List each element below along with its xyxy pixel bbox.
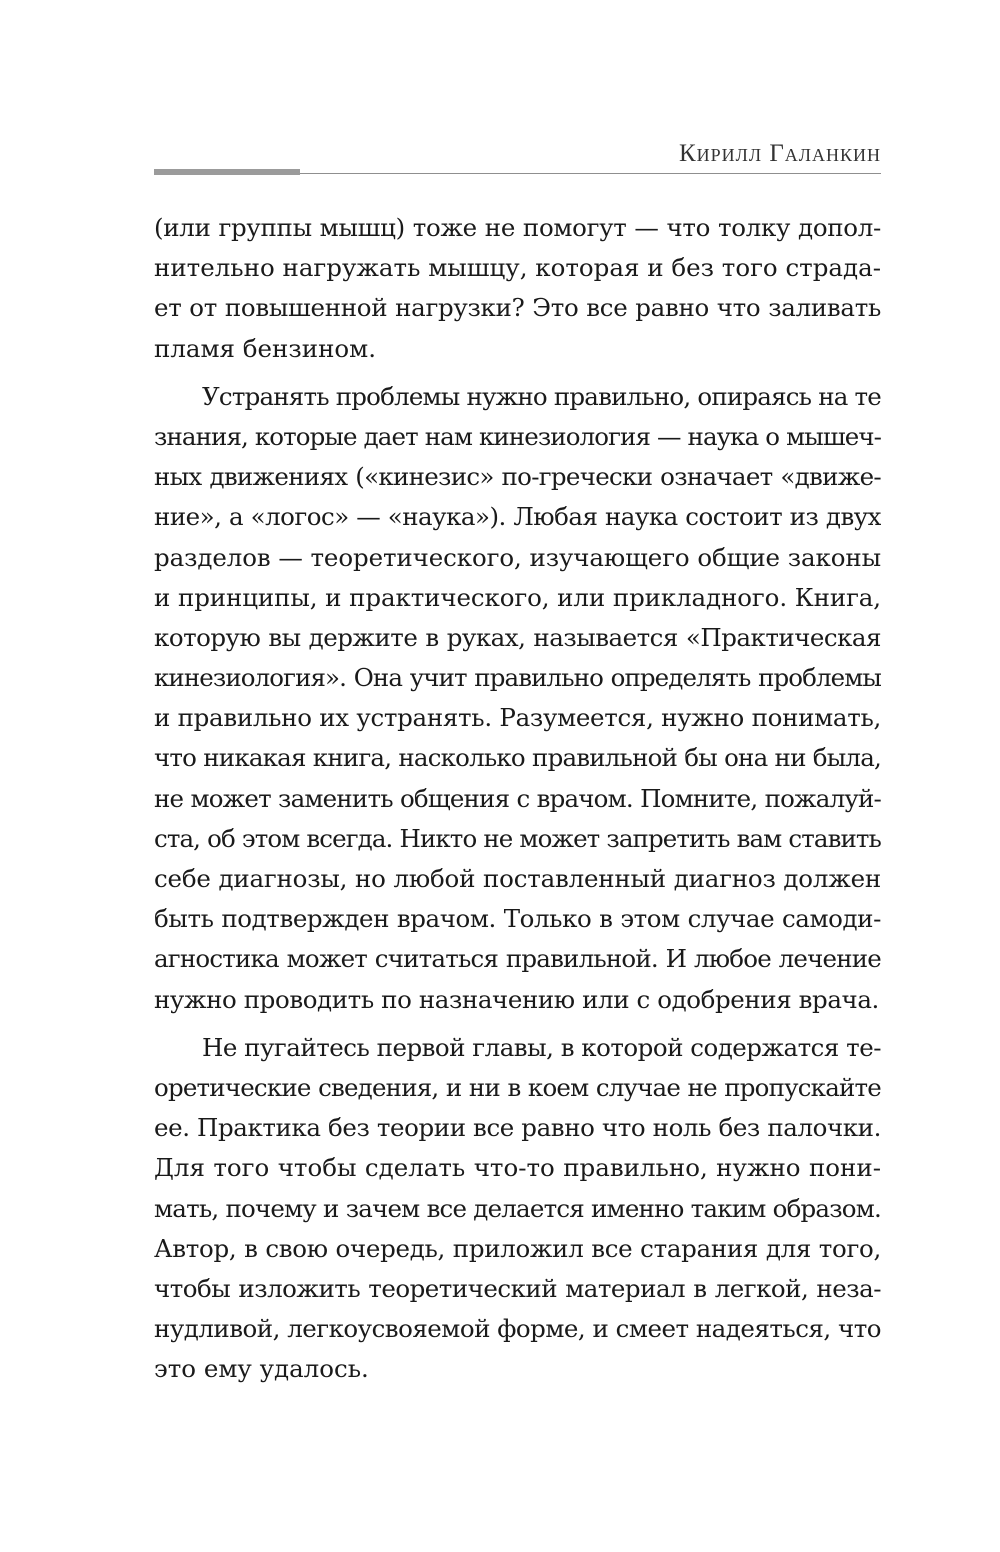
running-head xyxy=(154,134,881,178)
text-line: что никакая книга, насколько правильной бы она ни была, xyxy=(154,743,881,773)
text-line: ных движениях («кинезис» по-гречески означает «движе- xyxy=(154,462,881,492)
header-rule-accent xyxy=(154,169,300,175)
text-line: чтобы изложить теоретический материал в легкой, неза- xyxy=(154,1273,881,1303)
text-line: ста, об этом всегда. Никто не может запретить вам ставить xyxy=(154,823,881,853)
paragraph xyxy=(154,377,881,1020)
text-line: Автор, в свою очередь, приложил все старания для того, xyxy=(154,1233,881,1263)
text-line: нужно проводить по назначению или с одобрения врача. xyxy=(154,984,879,1014)
text-line: (или группы мышц) тоже не помогут — что толку допол- xyxy=(154,213,881,242)
text-line: не может заменить общения с врачом. Помните, пожалуй- xyxy=(154,783,881,813)
text-line: Для того чтобы сделать что-то правильно, нужно пони- xyxy=(154,1153,881,1183)
text-line: знания, которые дает нам кинезиология — наука о мышеч- xyxy=(154,421,881,451)
text-line: ее. Практика без теории все равно что ноль без палочки. xyxy=(154,1113,881,1143)
paragraph xyxy=(154,1028,881,1390)
text-line: Не пугайтесь первой главы, в которой содержатся те- xyxy=(202,1032,881,1062)
text-line: нудливой, легкоусвояемой форме, и смеет надеяться, что xyxy=(154,1314,881,1344)
text-line: разделов — теоретического, изучающего общие законы xyxy=(154,542,881,572)
text-line: агностика может считаться правильной. И любое лечение xyxy=(154,944,881,974)
text-line: Устранять проблемы нужно правильно, опираясь на те xyxy=(202,381,881,411)
running-head-author: Кирилл Галанкин xyxy=(678,140,881,167)
text-line: ет от повышенной нагрузки? Это все равно что заливать xyxy=(154,293,881,323)
text-line: ние», а «логос» — «наука»). Любая наука состоит из двух xyxy=(154,502,881,532)
text-line: себе диагнозы, но любой поставленный диагноз должен xyxy=(154,864,881,893)
text-line: пламя бензином. xyxy=(154,333,376,363)
text-line: это ему удалось. xyxy=(154,1354,369,1384)
text-line: и правильно их устранять. Разумеется, нужно понимать, xyxy=(154,703,881,733)
text-line: и принципы, и практического, или прикладного. Книга, xyxy=(154,582,881,612)
text-line: быть подтвержден врачом. Только в этом случае самоди- xyxy=(154,904,881,934)
body-text xyxy=(154,208,881,1389)
text-line: нительно нагружать мышцу, которая и без того страда- xyxy=(154,253,881,283)
paragraph xyxy=(154,208,881,369)
text-line: которую вы держите в руках, называется «Практическая xyxy=(154,622,881,652)
text-line: мать, почему и зачем все делается именно таким образом. xyxy=(154,1193,881,1223)
text-line: оретические сведения, и ни в коем случае не пропускайте xyxy=(154,1072,881,1102)
text-line: кинезиология». Она учит правильно определять проблемы xyxy=(154,663,881,693)
